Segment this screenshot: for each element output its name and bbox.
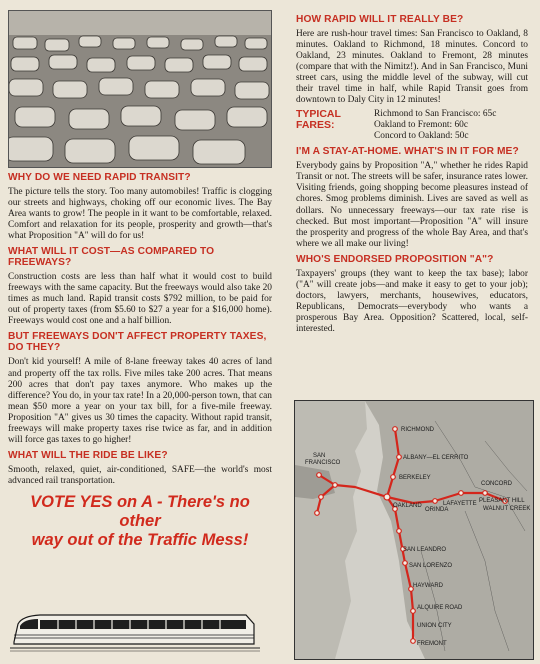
- heading-cost: WHAT WILL IT COST—AS COMPARED TO FREEWAYS?: [8, 246, 215, 269]
- body-property-taxes: Don't kid yourself! A mile of 8-lane freeway takes 40 acres of land and property off the tax rolls. Five miles take 200 acres. That means 200 acres that don't pay taxes anymore. Who makes up the difference? You do, in your tax rate! In a 20,000-person town, that can mean $50 more a year on your tax bill, for a five-mile freeway. Proposition "A" gives us 30 times the capacity. Without rapid transit, freeways will make property taxes rise twice as far, and in addition will force gas taxes to go higher!: [8, 357, 272, 445]
- section-endorsed: [296, 254, 528, 335]
- body-endorsed: Taxpayers' groups (they want to keep the tax base); labor ("A" will create jobs—and make it easy to get to your job); doctors, lawyers, merchants, housewives, educators, Republicans, Democrats—everybody who wants a prosperous Bay Area. Opposition? Scattered, local, self-interested.: [296, 268, 528, 334]
- body-ride: Smooth, relaxed, quiet, air-conditioned, SAFE—the world's most advanced rail transportation.: [8, 464, 272, 486]
- map-label-oakland: OAKLAND: [393, 503, 422, 509]
- map-label-concord: CONCORD: [481, 481, 512, 487]
- map-label-albany: ALBANY—EL CERRITO: [403, 455, 469, 461]
- body-cost: Construction costs are less than half what it would cost to build freeways with the same capacity. But the freeways would also take 20 times as much land. Rapid transit costs $792 million, to be paid for out of property taxes (from $5.60 to $27 a year for a $16,000 home). Freeways would cost one and a half billion.: [8, 272, 272, 327]
- left-column: [8, 10, 272, 550]
- body-why-rapid-transit: The picture tells the story. Too many automobiles! Traffic is clogging our streets and highways, choking off our economic lives. The Bay Area wants to grow! The people in it want to be comfortable, relaxed. Comfort and relaxation for its people, prosperity and growth—that's what Proposition "A" will do for us!: [8, 187, 272, 242]
- section-stay-at-home: [296, 146, 528, 249]
- map-label-hayward: HAYWARD: [413, 583, 443, 589]
- vote-line-2: way out of the Traffic Mess!: [31, 530, 249, 549]
- map-label-san: SAN: [313, 453, 326, 459]
- fares-label: TYPICAL FARES:: [296, 108, 341, 132]
- fare-item: Oakland to Fremont: 60c: [374, 120, 468, 131]
- train-illustration: [10, 602, 260, 656]
- vote-yes-slogan: [8, 493, 272, 550]
- body-how-rapid: Here are rush-hour travel times: San Francisco to Oakland, 8 minutes. Oakland to Richmond, 18 minutes. Concord to Oakland, 23 minutes. Oakland to Fremont, 28 minutes (compare that with the Nimitz!). And in San Francisco, Muni street cars, using the middle level of the subway, will cut their travel time in half, while Rapid Transit goes from downtown to Daly City in 12 minutes!: [296, 29, 528, 106]
- heading-property-taxes: BUT FREEWAYS DON'T AFFECT PROPERTY TAXES, DO THEY?: [8, 331, 267, 354]
- fare-item: Concord to Oakland: 50c: [374, 131, 469, 142]
- map-label-berkeley: BERKELEY: [399, 475, 431, 481]
- map-label-san-leandro: SAN LEANDRO: [403, 547, 447, 553]
- bay-area-map: [295, 401, 533, 659]
- fares-list: [374, 109, 496, 142]
- map-label-walnut-creek: WALNUT CREEK: [483, 506, 531, 512]
- map-label-orinda: ORINDA: [425, 507, 449, 513]
- traffic-photo: [8, 10, 272, 168]
- right-column: [296, 14, 528, 335]
- section-cost: [8, 246, 272, 327]
- map-label-fremont: FREMONT: [417, 641, 447, 647]
- heading-how-rapid: HOW RAPID WILL IT REALLY BE?: [296, 14, 464, 25]
- vote-line-1: VOTE YES on A - There's no other: [30, 492, 250, 530]
- map-label-francisco: FRANCISCO: [305, 460, 341, 466]
- section-how-rapid: [296, 14, 528, 106]
- map-label-alquire-road: ALQUIRE ROAD: [417, 605, 463, 611]
- section-ride: [8, 450, 272, 487]
- heading-ride: WHAT WILL THE RIDE BE LIKE?: [8, 449, 168, 461]
- map-label-san-lorenzo: SAN LORENZO: [409, 563, 453, 569]
- heading-why-rapid-transit: WHY DO WE NEED RAPID TRANSIT?: [8, 172, 191, 183]
- rapid-transit-map: [294, 400, 534, 660]
- heading-stay-at-home: I'M A STAY-AT-HOME. WHAT'S IN IT FOR ME?: [296, 146, 519, 158]
- typical-fares: [296, 109, 528, 142]
- body-stay-at-home: Everybody gains by Proposition "A," whether he rides Rapid Transit or not. The streets will be safer, insurance rates lower. Visiting friends, going shopping become pleasures instead of chores. Smog problems diminish. Lives are saved as well as dollars. No unnecessary freeways—our tax rate rise is checked. But most important—Proposition "A" will insure the prosperity and progress of the whole Bay Area, and that's where we all make our living!: [296, 161, 528, 249]
- section-property-taxes: [8, 331, 272, 445]
- heading-endorsed: WHO'S ENDORSED PROPOSITION "A"?: [296, 253, 494, 265]
- map-label-lafayette: LAFAYETTE: [443, 501, 477, 507]
- map-label-union-city: UNION CITY: [417, 623, 452, 629]
- traffic-jam-image: [9, 11, 271, 167]
- map-label-richmond: RICHMOND: [401, 427, 434, 433]
- map-label-pleasant-hill: PLEASANT HILL: [479, 498, 525, 504]
- section-why: [8, 172, 272, 242]
- fare-item: Richmond to San Francisco: 65c: [374, 109, 497, 120]
